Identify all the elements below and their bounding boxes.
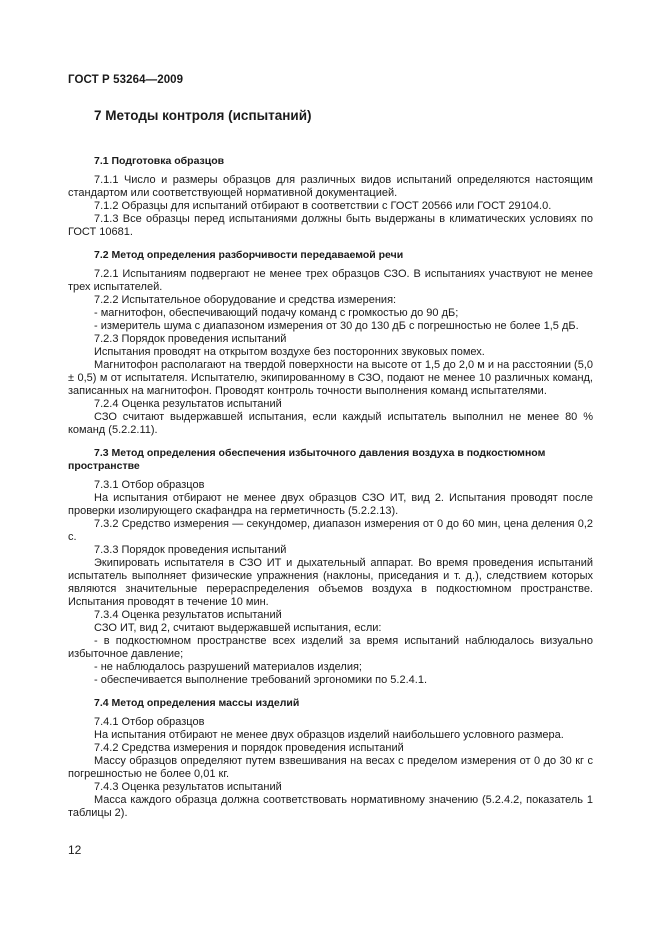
section-7-2 [68, 249, 593, 437]
paragraph: 7.2.3 Порядок проведения испытаний [94, 333, 287, 345]
paragraph: Экипировать испытателя в СЗО ИТ и дыхательный аппарат. Во время проведения испытаний испытатель выполняет физические упражнения (наклоны, приседания и т. д.), следствием которых являются значительные перераспределения объемов воздуха в подкостюмном пространстве. Испытания проводят в течение 10 мин. [68, 557, 593, 608]
paragraph: Масса каждого образца должна соответствовать нормативному значению (5.2.4.2, показатель 1 таблицы 2). [68, 794, 593, 819]
section-title: 7.3 Метод определения обеспечения избыточного давления воздуха в подкостюмном пространстве [68, 447, 546, 472]
section-title: 7.1 Подготовка образцов [94, 155, 225, 167]
paragraph: 7.4.2 Средства измерения и порядок проведения испытаний [94, 742, 404, 754]
paragraph: 7.1.3 Все образцы перед испытаниями должны быть выдержаны в климатических условиях по ГОСТ 10681. [68, 213, 593, 238]
section-title: 7.4 Метод определения массы изделий [94, 697, 300, 709]
section-title: 7.2 Метод определения разборчивости передаваемой речи [94, 249, 404, 261]
paragraph: На испытания отбирают не менее двух образцов изделий наибольшего условного размера. [94, 729, 564, 741]
standard-header: ГОСТ Р 53264—2009 [68, 74, 184, 86]
paragraph: 7.1.1 Число и размеры образцов для различных видов испытаний определяются настоящим стандартом или соответствующей нормативной документацией. [68, 174, 593, 199]
paragraph: На испытания отбирают не менее двух образцов СЗО ИТ, вид 2. Испытания проводят после проверки изолирующего скафандра на герметичность (5.2.2.13). [68, 492, 593, 517]
paragraph: 7.4.3 Оценка результатов испытаний [94, 781, 282, 793]
paragraph: Магнитофон располагают на твердой поверхности на высоте от 1,5 до 2,0 м и на расстоянии (5,0 ± 0,5) м от испытателя. Испытателю, экипированному в СЗО, подают не менее 10 различных команд, записанных на магнитофон. Проводят контроль точности выполнения команд испытателями. [68, 359, 593, 397]
paragraph: Массу образцов определяют путем взвешивания на весах с пределом измерения от 0 до 30 кг с погрешностью не более 0,01 кг. [68, 755, 593, 780]
paragraph: Испытания проводят на открытом воздухе без посторонних звуковых помех. [94, 346, 485, 358]
paragraph: СЗО считают выдержавшей испытания, если каждый испытатель выполнил не менее 80 % команд (5.2.2.11). [68, 411, 593, 436]
paragraph: СЗО ИТ, вид 2, считают выдержавшей испытания, если: [94, 622, 382, 634]
list-item: - не наблюдалось разрушений материалов изделия; [94, 661, 362, 673]
list-item: - измеритель шума с диапазоном измерения от 30 до 130 дБ с погрешностью не более 1,5 дБ. [94, 320, 579, 332]
section-7-4 [68, 697, 593, 820]
section-7-1 [68, 155, 593, 239]
page-number: 12 [68, 843, 82, 857]
paragraph: 7.3.1 Отбор образцов [94, 479, 205, 491]
paragraph: 7.2.2 Испытательное оборудование и средства измерения: [94, 294, 397, 306]
paragraph: 7.2.4 Оценка результатов испытаний [94, 398, 282, 410]
page-content [68, 108, 593, 830]
paragraph: 7.4.1 Отбор образцов [94, 716, 205, 728]
list-item: - обеспечивается выполнение требований эргономики по 5.2.4.1. [94, 674, 428, 686]
paragraph: 7.3.2 Средство измерения — секундомер, диапазон измерения от 0 до 60 мин, цена деления 0,2 с. [68, 518, 593, 543]
paragraph: 7.1.2 Образцы для испытаний отбирают в соответствии с ГОСТ 20566 или ГОСТ 29104.0. [94, 200, 552, 212]
paragraph: 7.3.4 Оценка результатов испытаний [94, 609, 282, 621]
chapter-title: 7 Методы контроля (испытаний) [94, 108, 312, 123]
list-item: - в подкостюмном пространстве всех изделий за время испытаний наблюдалось визуально избыточное давление; [68, 635, 593, 660]
paragraph: 7.3.3 Порядок проведения испытаний [94, 544, 287, 556]
section-7-3 [68, 447, 593, 687]
list-item: - магнитофон, обеспечивающий подачу команд с громкостью до 90 дБ; [94, 307, 459, 319]
paragraph: 7.2.1 Испытаниям подвергают не менее трех образцов СЗО. В испытаниях участвуют не менее трех испытателей. [68, 268, 593, 293]
